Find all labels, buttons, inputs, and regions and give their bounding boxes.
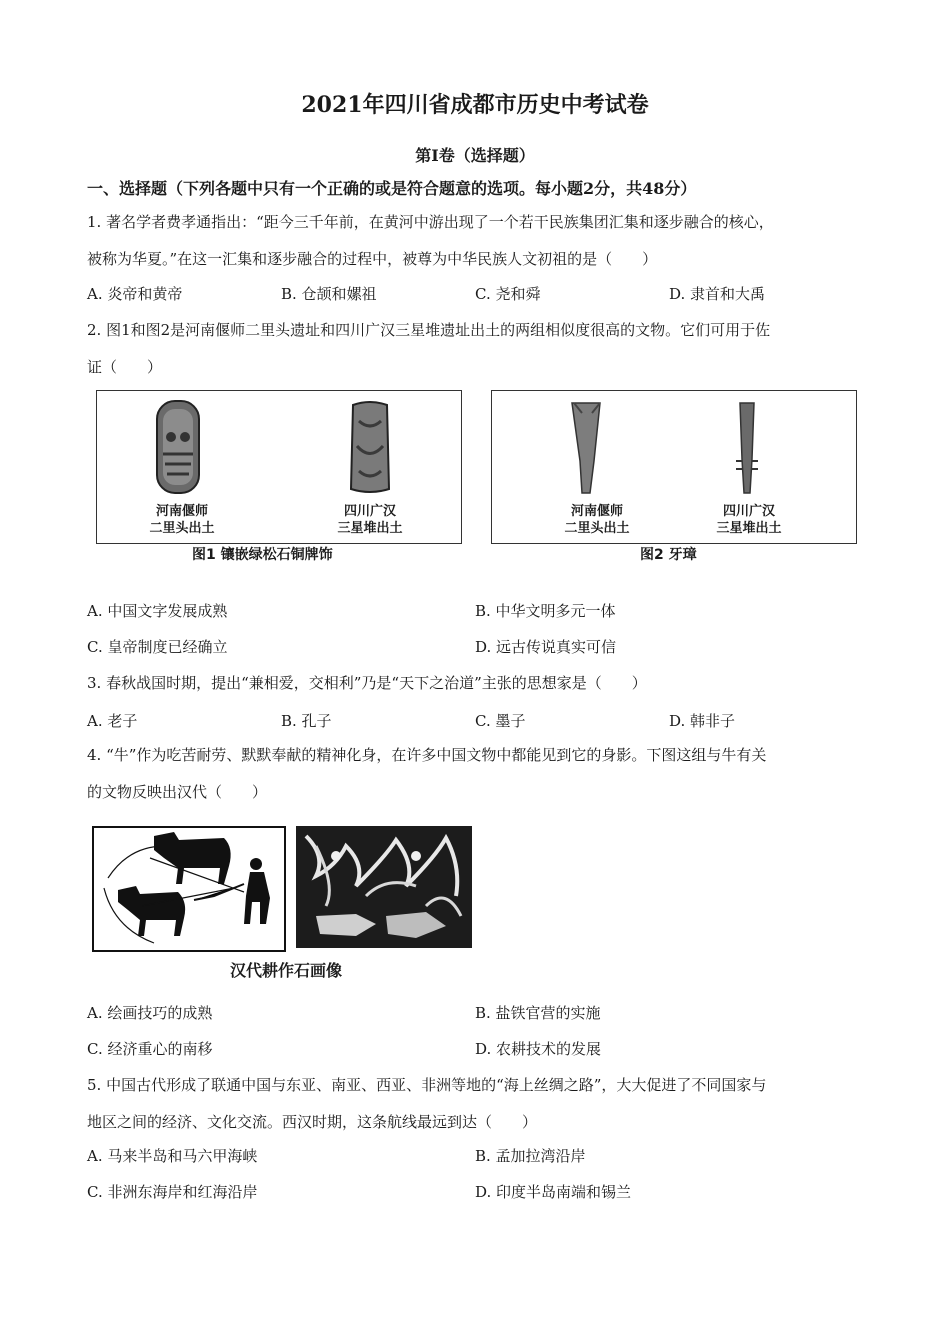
q4-option-c[interactable]: C. 经济重心的南移: [87, 1040, 213, 1058]
q1-option-d[interactable]: D. 隶首和大禹: [669, 285, 766, 303]
q3-option-c[interactable]: C. 墨子: [475, 712, 526, 730]
ox-plowing-line-drawing: [94, 828, 284, 950]
q1-option-b[interactable]: B. 仓颉和嫘祖: [281, 285, 377, 303]
question-4-line-2: 的文物反映出汉代（ ）: [87, 783, 268, 801]
figure-1-left-caption: 河南偃师 二里头出土: [149, 504, 215, 536]
q5-option-d[interactable]: D. 印度半岛南端和锡兰: [475, 1183, 632, 1201]
question-2-line-1: 2. 图1和图2是河南偃师二里头遗址和四川广汉三星堆遗址出土的两组相似度很高的文物。它们可用于佐: [87, 321, 771, 339]
plowing-drawing-panel: [92, 826, 286, 952]
q1-option-a[interactable]: A. 炎帝和黄帝: [87, 285, 183, 303]
stone-relief-rubbing-panel: [296, 826, 472, 948]
figure-2-box: [491, 390, 857, 544]
figure-1-label: 图1 镶嵌绿松石铜牌饰: [192, 547, 333, 563]
question-4-line-1: 4. “牛”作为吃苦耐劳、默默奉献的精神化身，在许多中国文物中都能见到它的身影。下图这组与牛有关: [87, 746, 767, 764]
figure-2-left-caption: 河南偃师 二里头出土: [564, 504, 630, 536]
q3-option-a[interactable]: A. 老子: [87, 712, 138, 730]
q4-option-a[interactable]: A. 绘画技巧的成熟: [87, 1004, 213, 1022]
question-3-stem: [87, 665, 867, 702]
question-1-stem: [87, 204, 867, 278]
bronze-plaque-erlitou-image: [153, 399, 203, 495]
question-5-stem: [87, 1067, 867, 1141]
question-2-stem: [87, 312, 867, 386]
question-1-line-1: 1. 著名学者费孝通指出：“距今三千年前，在黄河中游出现了一个若干民族集团汇集和逐步融合的核心，: [87, 213, 774, 231]
q3-option-d[interactable]: D. 韩非子: [669, 712, 736, 730]
page-title: 2021年四川省成都市历史中考试卷: [301, 92, 649, 118]
q2-option-b[interactable]: B. 中华文明多元一体: [475, 602, 616, 620]
stone-relief-rubbing-image: [296, 826, 472, 948]
yazhang-erlitou-image: [568, 401, 604, 495]
yazhang-sanxingdui-image: [732, 399, 762, 495]
q3-option-b[interactable]: B. 孔子: [281, 712, 332, 730]
q1-option-c[interactable]: C. 尧和舜: [475, 285, 541, 303]
bronze-plaque-sanxingdui-image: [347, 401, 393, 495]
figure-1-right-caption: 四川广汉 三星堆出土: [337, 504, 403, 536]
q5-option-b[interactable]: B. 孟加拉湾沿岸: [475, 1147, 586, 1165]
q4-option-b[interactable]: B. 盐铁官营的实施: [475, 1004, 601, 1022]
figure-2-right-caption: 四川广汉 三星堆出土: [716, 504, 782, 536]
question-4-stem: [87, 737, 867, 811]
part-subtitle: 第Ⅰ卷（选择题）: [415, 146, 535, 165]
question-2-line-2: 证（ ）: [87, 358, 163, 376]
stone-relief-label: 汉代耕作石画像: [230, 961, 343, 980]
q5-option-a[interactable]: A. 马来半岛和马六甲海峡: [87, 1147, 258, 1165]
question-5-line-2: 地区之间的经济、文化交流。西汉时期，这条航线最远到达（ ）: [87, 1113, 538, 1131]
q5-option-c[interactable]: C. 非洲东海岸和红海沿岸: [87, 1183, 258, 1201]
section-heading: 一、选择题（下列各题中只有一个正确的或是符合题意的选项。每小题2分，共48分）: [87, 179, 697, 198]
q4-option-d[interactable]: D. 农耕技术的发展: [475, 1040, 602, 1058]
question-3-line-1: 3. 春秋战国时期，提出“兼相爱，交相利”乃是“天下之治道”主张的思想家是（ ）: [87, 674, 647, 692]
figure-2-label: 图2 牙璋: [640, 547, 697, 563]
q2-option-a[interactable]: A. 中国文字发展成熟: [87, 602, 228, 620]
q2-option-c[interactable]: C. 皇帝制度已经确立: [87, 638, 228, 656]
q2-option-d[interactable]: D. 远古传说真实可信: [475, 638, 617, 656]
question-1-line-2: 被称为华夏。”在这一汇集和逐步融合的过程中，被尊为中华民族人文初祖的是（ ）: [87, 250, 658, 268]
figure-1-box: [96, 390, 462, 544]
question-5-line-1: 5. 中国古代形成了联通中国与东亚、南亚、西亚、非洲等地的“海上丝绸之路”，大大促进了不同国家与: [87, 1076, 767, 1094]
